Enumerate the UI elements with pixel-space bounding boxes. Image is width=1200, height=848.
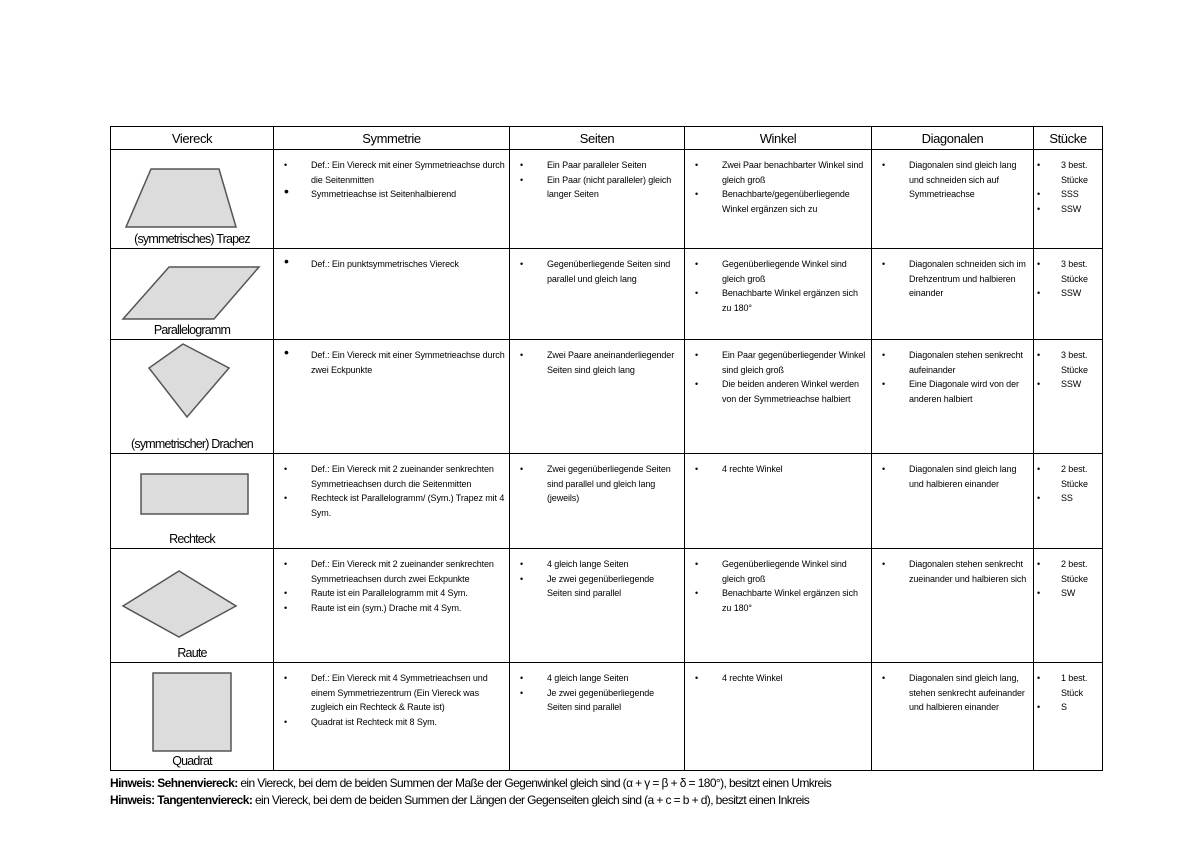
diagonalen-cell [872,249,1034,340]
table-row [111,249,1103,340]
quadrilateral-table-sheet [110,126,1102,766]
diagonalen-cell [872,549,1034,663]
seiten-cell [510,454,685,549]
list-item: • Eine Diagonale wird von der anderen halbiert [882,377,1029,406]
parallelogram-icon [111,249,271,325]
shape-name [111,532,273,546]
diagonalen-cell [872,663,1034,771]
symmetrie-cell [274,454,510,549]
shape-name [111,646,273,660]
stuecke-list [1034,340,1102,392]
kite-icon [111,340,271,439]
diagonalen-cell [872,150,1034,249]
diagonalen-cell [872,454,1034,549]
shape-name-label: Parallelogramm [153,323,231,337]
list-item: • 2 best. Stücke [1037,462,1098,491]
symmetrie-cell [274,663,510,771]
table-row [111,454,1103,549]
list-item: • Rechteck ist Parallelogramm/ (Sym.) Trapez mit 4 Sym. [284,491,505,518]
shape-cell [111,549,274,663]
table-row [111,549,1103,663]
stuecke-list [1034,454,1102,506]
diagonalen-content [872,150,1033,246]
stuecke-list [1034,249,1102,301]
note-sehnenviereck [110,775,831,792]
stuecke-content [1034,454,1102,546]
winkel-cell [685,340,872,454]
seiten-content [510,340,684,451]
list-item: • 3 best. Stücke [1037,158,1098,187]
list-item: • Benachbarte Winkel ergänzen sich zu 180° [695,286,867,315]
table-row [111,340,1103,454]
winkel-content [685,150,871,246]
seiten-list [510,249,684,286]
trapezoid-icon [111,150,271,234]
winkel-list [685,150,871,216]
stuecke-content [1034,340,1102,451]
list-item: • Def.: Ein Viereck mit 4 Symmetrieachsen und einem Symmetriezentrum (Ein Viereck was zugleich ein Rechteck & Raute ist) [284,671,505,715]
seiten-content [510,454,684,546]
winkel-cell [685,249,872,340]
diagonalen-content [872,454,1033,546]
seiten-content [510,663,684,768]
quadrilateral-table [110,126,1103,771]
shape-cell [111,249,274,340]
list-item: • Zwei Paar benachbarter Winkel sind gleich groß [695,158,867,187]
seiten-cell [510,249,685,340]
note-term: Sehnenviereck: [157,776,238,790]
shape-name-label: Quadrat [172,754,212,768]
seiten-content [510,549,684,660]
list-item: • Gegenüberliegende Winkel sind gleich groß [695,557,867,586]
seiten-list [510,150,684,202]
diagonalen-list [872,249,1033,301]
winkel-list [685,454,871,477]
shape-cell [111,340,274,454]
winkel-content [685,454,871,546]
symmetrie-list [274,549,509,615]
stuecke-content [1034,249,1102,337]
list-item: • Diagonalen sind gleich lang und schneiden sich auf Symmetrieachse [882,158,1029,202]
seiten-content [510,150,684,246]
winkel-list [685,549,871,615]
list-item: • 4 gleich lange Seiten [520,557,680,572]
note-label: Hinweis: [110,793,155,807]
rhombus-icon-shape [123,571,236,637]
notes [110,775,831,809]
diagonalen-content [872,249,1033,337]
symmetrie-list [274,249,509,272]
diagonalen-list [872,150,1033,202]
note-text: ein Viereck, bei dem de beiden Summen der Maße der Gegenwinkel gleich sind (α + γ = β + δ = 180°), besitzt einen Umkreis [237,776,832,790]
stuecke-list [1034,150,1102,216]
list-item: • Die beiden anderen Winkel werden von der Symmetrieachse halbiert [695,377,867,406]
list-item: • SSS [1037,187,1098,202]
list-item: • S [1037,700,1098,715]
list-item: • Gegenüberliegende Seiten sind parallel und gleich lang [520,257,680,286]
rhombus-icon [111,549,271,648]
note-term: Tangentenviereck: [157,793,253,807]
square-icon-shape [153,673,231,751]
list-item: • Ein Paar gegenüberliegender Winkel sind gleich groß [695,348,867,377]
header-stuecke: Stücke [1034,127,1103,150]
header-seiten: Seiten [510,127,685,150]
table-row [111,663,1103,771]
symmetrie-cell [274,150,510,249]
rectangle-icon [111,454,271,534]
shape-cell [111,454,274,549]
symmetrie-content [274,663,509,768]
symmetrie-content [274,454,509,518]
shape-name-label: Raute [177,646,207,660]
stuecke-cell [1034,549,1103,663]
list-item: • SS [1037,491,1098,506]
winkel-content [685,663,871,768]
symmetrie-list [274,454,509,518]
seiten-list [510,663,684,715]
note-text: ein Viereck, bei dem de beiden Summen der Längen der Gegenseiten gleich sind (a + c = b + d), besitzt einen Inkreis [252,793,810,807]
winkel-cell [685,454,872,549]
diagonalen-cell [872,340,1034,454]
shape-name [111,754,273,768]
shape-cell [111,663,274,771]
stuecke-content [1034,663,1102,768]
header-symmetrie: Symmetrie [274,127,510,150]
winkel-content [685,549,871,660]
shape-name-label: (symmetrisches) Trapez [134,232,250,246]
list-item: • Diagonalen sind gleich lang, stehen senkrecht aufeinander und halbieren einander [882,671,1029,715]
seiten-content [510,249,684,337]
table-row [111,150,1103,249]
list-item: • SSW [1037,377,1098,392]
list-item: • Gegenüberliegende Winkel sind gleich groß [695,257,867,286]
list-item: • Zwei gegenüberliegende Seiten sind parallel und gleich lang (jeweils) [520,462,680,506]
note-label: Hinweis: [110,776,155,790]
stuecke-cell [1034,249,1103,340]
seiten-cell [510,549,685,663]
list-item: • Def.: Ein Viereck mit 2 zueinander senkrechten Symmetrieachsen durch zwei Eckpunkte [284,557,505,586]
list-item: • Def.: Ein Viereck mit einer Symmetrieachse durch die Seitenmitten [284,158,505,187]
symmetrie-cell [274,549,510,663]
symmetrie-content [274,340,509,451]
symmetrie-content [274,249,509,337]
list-item: • Benachbarte/gegenüberliegende Winkel ergänzen sich zu [695,187,867,216]
list-item: • 4 rechte Winkel [695,462,867,477]
list-item: • 4 rechte Winkel [695,671,867,686]
winkel-cell [685,150,872,249]
header-viereck: Viereck [111,127,274,150]
winkel-list [685,249,871,315]
diagonalen-content [872,549,1033,660]
list-item: • Diagonalen stehen senkrecht zueinander und halbieren sich [882,557,1029,586]
square-icon [111,663,271,756]
table-header-row [111,127,1103,150]
shape-cell [111,150,274,249]
list-item: • 4 gleich lange Seiten [520,671,680,686]
symmetrie-content [274,549,509,632]
stuecke-cell [1034,454,1103,549]
list-item: • Diagonalen schneiden sich im Drehzentrum und halbieren einander [882,257,1029,301]
symmetrie-list [274,663,509,729]
list-item: • Raute ist ein (sym.) Drache mit 4 Sym. [284,601,505,616]
list-item: • Def.: Ein punktsymmetrisches Viereck [284,257,505,272]
winkel-cell [685,549,872,663]
list-item: • Benachbarte Winkel ergänzen sich zu 180° [695,586,867,615]
list-item: • Def.: Ein Viereck mit 2 zueinander senkrechten Symmetrieachsen durch die Seitenmitten [284,462,505,491]
list-item: • SSW [1037,202,1098,217]
symmetrie-content [274,150,509,246]
diagonalen-list [872,663,1033,715]
stuecke-content [1034,549,1102,660]
shape-name-label: Rechteck [169,532,215,546]
list-item: • Zwei Paare aneinanderliegender Seiten sind gleich lang [520,348,680,377]
list-item: • Diagonalen stehen senkrecht aufeinander [882,348,1029,377]
seiten-cell [510,340,685,454]
list-item: • 1 best. Stück [1037,671,1098,700]
kite-icon-shape [149,344,229,417]
list-item: • 3 best. Stücke [1037,348,1098,377]
seiten-list [510,454,684,506]
winkel-cell [685,663,872,771]
list-item: • Je zwei gegenüberliegende Seiten sind parallel [520,686,680,715]
shape-name [111,437,273,451]
list-item: • Symmetrieachse ist Seitenhalbierend [284,187,505,202]
seiten-list [510,549,684,601]
symmetrie-cell [274,340,510,454]
shape-name-label: (symmetrischer) Drachen [131,437,253,451]
shape-name [111,232,273,246]
list-item: • SSW [1037,286,1098,301]
stuecke-cell [1034,663,1103,771]
header-winkel: Winkel [685,127,872,150]
list-item: • SW [1037,586,1098,601]
rectangle-icon-shape [141,474,248,514]
diagonalen-list [872,340,1033,406]
winkel-list [685,663,871,686]
stuecke-list [1034,663,1102,715]
seiten-cell [510,663,685,771]
symmetrie-list [274,150,509,202]
seiten-list [510,340,684,377]
stuecke-cell [1034,340,1103,454]
list-item: • Je zwei gegenüberliegende Seiten sind parallel [520,572,680,601]
symmetrie-cell [274,249,510,340]
diagonalen-content [872,340,1033,451]
note-tangentenviereck [110,792,831,809]
seiten-cell [510,150,685,249]
stuecke-list [1034,549,1102,601]
stuecke-content [1034,150,1102,246]
stuecke-cell [1034,150,1103,249]
diagonalen-content [872,663,1033,768]
list-item: • 3 best. Stücke [1037,257,1098,286]
diagonalen-list [872,549,1033,586]
parallelogram-icon-shape [123,267,259,319]
list-item: • Diagonalen sind gleich lang und halbieren einander [882,462,1029,491]
list-item: • Raute ist ein Parallelogramm mit 4 Sym. [284,586,505,601]
diagonalen-list [872,454,1033,491]
trapezoid-icon-shape [126,169,236,227]
symmetrie-list [274,340,509,377]
winkel-list [685,340,871,406]
shape-name [111,323,273,337]
list-item: • Def.: Ein Viereck mit einer Symmetrieachse durch zwei Eckpunkte [284,348,505,377]
list-item: • Ein Paar (nicht paralleler) gleich langer Seiten [520,173,680,202]
winkel-content [685,340,871,451]
header-diagonalen: Diagonalen [872,127,1034,150]
winkel-content [685,249,871,337]
list-item: • 2 best. Stücke [1037,557,1098,586]
list-item: • Quadrat ist Rechteck mit 8 Sym. [284,715,505,730]
list-item: • Ein Paar paralleler Seiten [520,158,680,173]
